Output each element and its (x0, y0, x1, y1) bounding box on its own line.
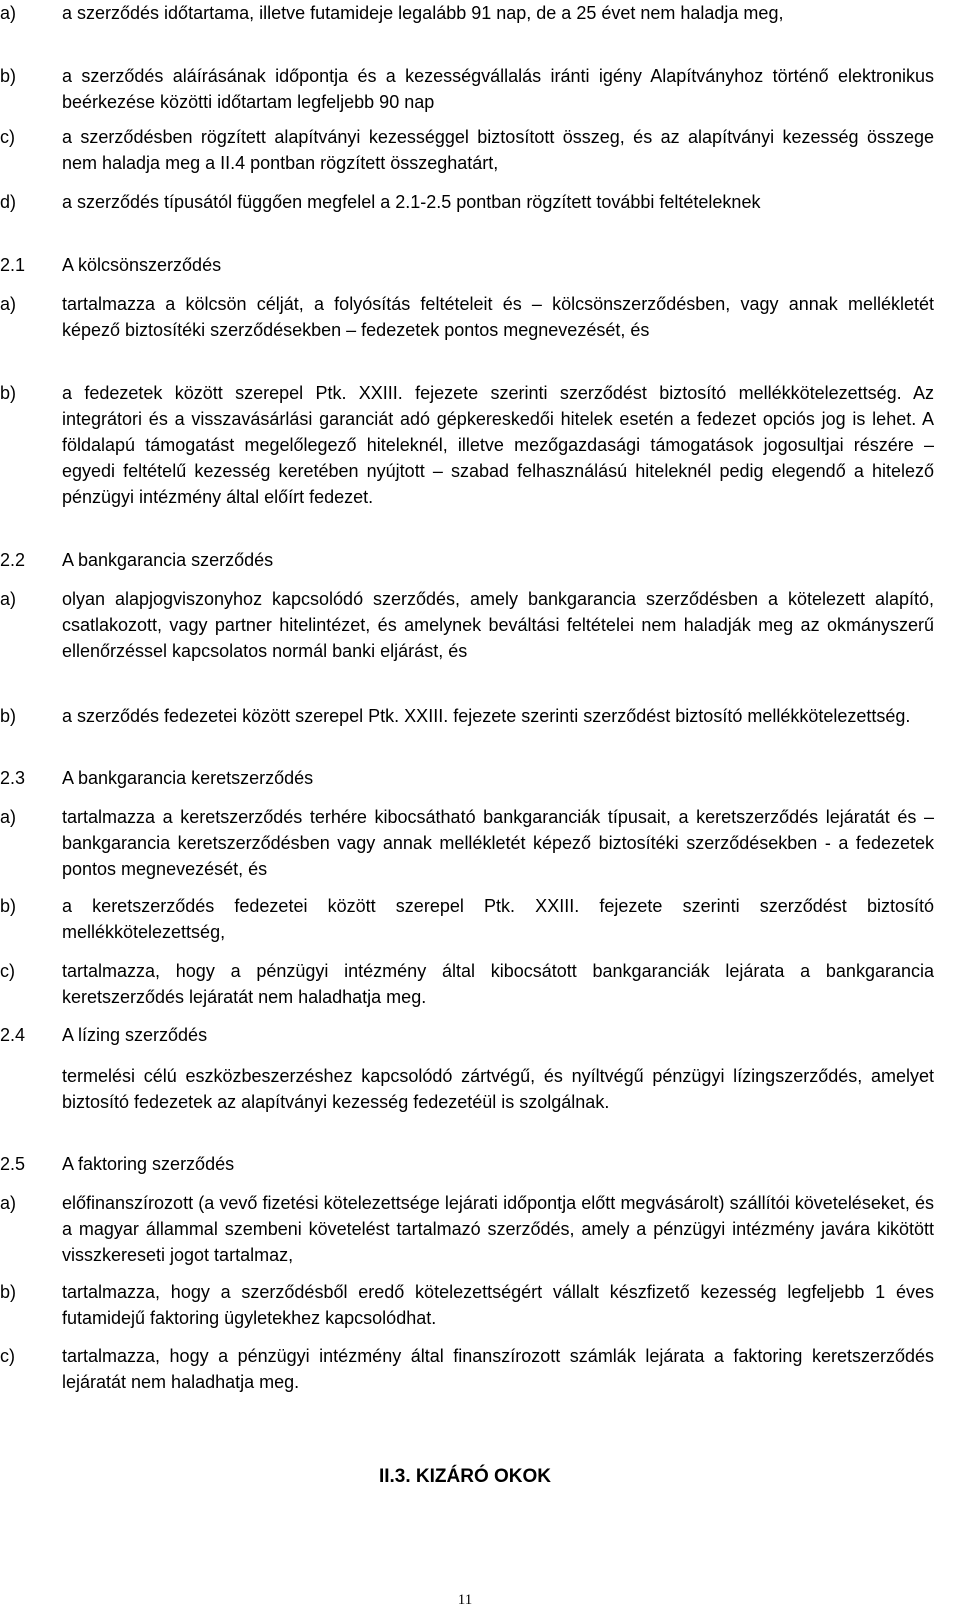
item-text: a szerződésben rögzített alapítványi kezességgel biztosított összeg, és az alapítványi kezesség összege nem haladja meg a II.4 pontban rögzített összeghatárt, (62, 127, 934, 173)
section-number: 2.3 (0, 768, 26, 788)
item-label: b) (0, 706, 17, 726)
item-text: tartalmazza a kölcsön célját, a folyósítás feltételeit és – kölcsönszerződésben, vagy annak mellékletét képező biztosítéki szerződésekben – fedezetek pontos megnevezését, és (62, 294, 934, 340)
section-number: 2.5 (0, 1154, 26, 1174)
item-text: tartalmazza, hogy a szerződésből eredő kötelezettségért vállalt készfizető kezesség legfeljebb 1 éves futamidejű faktoring ügyletekhez kapcsolódhat. (62, 1282, 934, 1328)
item-label: a) (0, 807, 17, 827)
item-text: a szerződés időtartama, illetve futamideje legalább 91 nap, de a 25 évet nem haladja meg, (62, 3, 784, 23)
item-label: d) (0, 192, 17, 212)
section-title: A bankgarancia keretszerződés (62, 768, 314, 788)
item-text: a keretszerződés fedezetei között szerepel Ptk. XXIII. fejezete szerinti szerződést biztosító mellékkötelezettség, (62, 896, 934, 942)
page-number: 11 (457, 1592, 473, 1608)
item-label: c) (0, 961, 15, 981)
section-number: 2.4 (0, 1025, 26, 1045)
item-label: b) (0, 1282, 17, 1302)
item-label: b) (0, 66, 17, 86)
item-text: olyan alapjogviszonyhoz kapcsolódó szerződés, amely bankgarancia szerződésben a kötelezett alapító, csatlakozott, vagy partner hitelintézet, és amelynek beváltási feltételei nem haladják meg az okmányszerű ellenőrzéssel kapcsolatos normál banki eljárást, és (62, 589, 934, 661)
item-label: a) (0, 294, 17, 314)
chapter-heading: II.3. KIZÁRÓ OKOK (378, 1466, 552, 1487)
section-title: A faktoring szerződés (62, 1154, 235, 1174)
item-label: b) (0, 383, 17, 403)
section-number: 2.2 (0, 550, 26, 570)
item-text: tartalmazza a keretszerződés terhére kibocsátható bankgaranciák típusait, a keretszerződés lejáratát és – bankgarancia keretszerződésben vagy annak mellékletét képező biztosítéki szerződésekben - a fedezetek pontos megnevezését, és (62, 807, 934, 879)
item-label: a) (0, 1193, 17, 1213)
item-label: c) (0, 127, 15, 147)
item-text: a szerződés aláírásának időpontja és a kezességvállalás iránti igény Alapítványhoz történő elektronikus beérkezése közötti időtartam legfeljebb 90 nap (62, 66, 934, 112)
section-number: 2.1 (0, 255, 26, 275)
item-text: tartalmazza, hogy a pénzügyi intézmény által finanszírozott számlák lejárata a faktoring keretszerződés lejáratát nem haladhatja meg. (62, 1346, 934, 1392)
item-label: b) (0, 896, 17, 916)
item-label: a) (0, 589, 17, 609)
item-text: tartalmazza, hogy a pénzügyi intézmény által kibocsátott bankgaranciák lejárata a bankgarancia keretszerződés lejáratát nem haladhatja meg. (62, 961, 934, 1007)
item-text: előfinanszírozott (a vevő fizetési kötelezettsége lejárati időpontja előtt megvásárolt) szállítói követeléseket, és a magyar állammal szembeni követelést tartalmazó szerződés, amely a pénzügyi intézmény javára kikötött visszkereseti jogot tartalmaz, (62, 1193, 934, 1265)
section-title: A bankgarancia szerződés (62, 550, 274, 570)
item-text: a szerződés típusától függően megfelel a 2.1-2.5 pontban rögzített további feltételeknek (62, 192, 761, 212)
item-text: a fedezetek között szerepel Ptk. XXIII. fejezete szerinti szerződést biztosító mellékkötelezettség. Az integrátori és a visszavásárlási garanciát adó gépkereskedői hitelek esetén a fedezet opciós jog is lehet. A földalapú támogatást megelőlegező hiteleknél, illetve mezőgazdasági támogatások jogosultjai részére – egyedi feltételű kezesség keretében nyújtott – szabad felhasználású hiteleknél pedig elegendő a hitelező pénzügyi intézmény által előírt fedezet. (62, 383, 934, 507)
item-text: a szerződés fedezetei között szerepel Ptk. XXIII. fejezete szerinti szerződést biztosító mellékkötelezettség. (62, 706, 911, 726)
section-title: A lízing szerződés (62, 1025, 208, 1045)
section-title: A kölcsönszerződés (62, 255, 222, 275)
item-label: c) (0, 1346, 15, 1366)
item-label: a) (0, 3, 17, 23)
paragraph-text: termelési célú eszközbeszerzéshez kapcsolódó zártvégű, és nyíltvégű pénzügyi lízingszerződés, amelyet biztosító fedezetek az alapítványi kezesség fedezetéül is szolgálnak. (62, 1066, 934, 1112)
